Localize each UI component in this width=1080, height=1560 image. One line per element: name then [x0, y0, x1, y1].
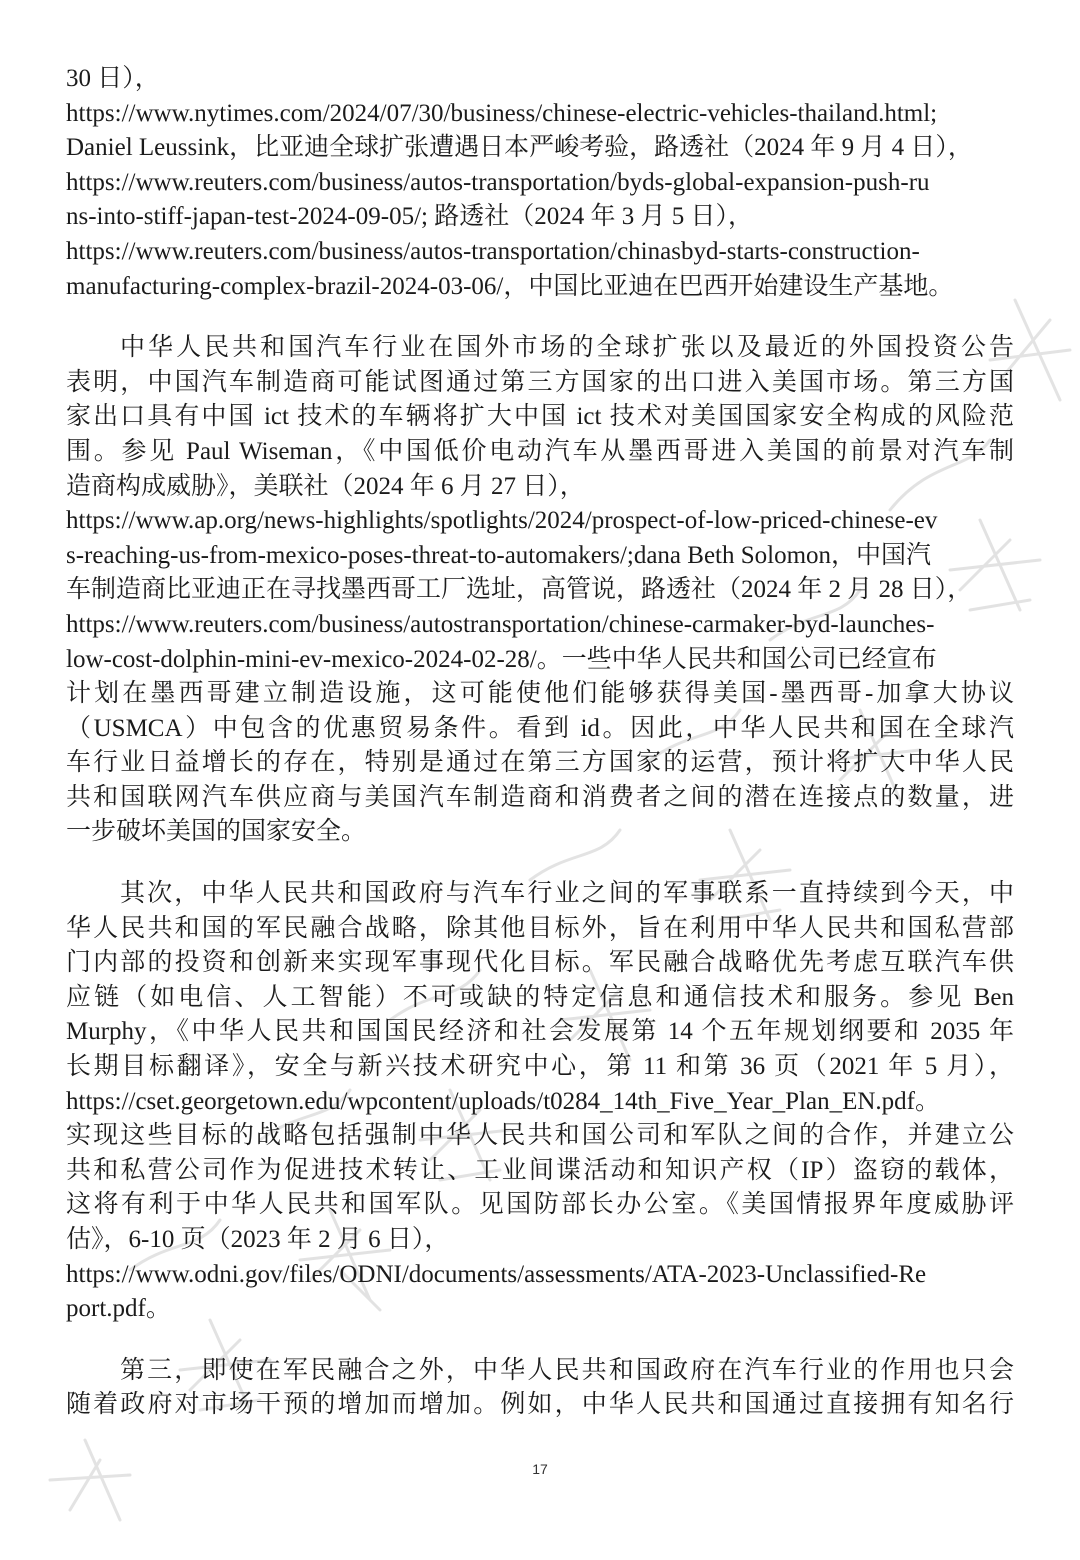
text-line: https://www.odni.gov/files/ODNI/documents/assessments/ATA-2023-Unclassified-Re	[66, 1260, 927, 1288]
document-body	[66, 62, 1014, 1423]
paragraph-gap	[66, 850, 1014, 877]
text-line: 实现这些目标的战略包括强制中华人民共和国公司和军队之间的合作，并建立公	[66, 1122, 1014, 1150]
text-line: 华人民共和国的军民融合战略，除其他目标外，旨在利用中华人民共和国私营部	[66, 914, 1014, 942]
text-line: 应链（如电信、人工智能）不可或缺的特定信息和通信技术和服务。参见 Ben	[66, 983, 1014, 1011]
text-line: 车行业日益增长的存在，特别是通过在第三方国家的运营，预计将扩大中华人民	[66, 749, 1014, 777]
text-line: 围。参见 Paul Wiseman，《中国低价电动汽车从墨西哥进入美国的前景对汽车制	[66, 437, 1014, 465]
text-line: https://www.nytimes.com/2024/07/30/business/chinese-electric-vehicles-thailand.html;	[66, 99, 938, 127]
text-line: 其次，中华人民共和国政府与汽车行业之间的军事联系一直持续到今天，中	[120, 880, 1014, 908]
text-line: Murphy，《中华人民共和国国民经济和社会发展第 14 个五年规划纲要和 2035 年	[66, 1018, 1014, 1046]
text-line: 计划在墨西哥建立制造设施，这可能使他们能够获得美国-墨西哥-加拿大协议	[66, 680, 1014, 708]
text-line: https://www.ap.org/news-highlights/spotlights/2024/prospect-of-low-priced-chinese-ev	[66, 507, 938, 535]
text-line: 共和国联网汽车供应商与美国汽车制造商和消费者之间的潜在连接点的数量，进	[66, 783, 1014, 811]
text-line: 这将有利于中华人民共和国军队。见国防部长办公室。《美国情报界年度威胁评	[66, 1191, 1014, 1219]
text-line: 家出口具有中国 ict 技术的车辆将扩大中国 ict 技术对美国国家安全构成的风险范	[66, 403, 1014, 431]
text-line: 估》，6-10 页（2023 年 2 月 6 日），	[66, 1226, 450, 1253]
text-line: https://www.reuters.com/business/autos-transportation/chinasbyd-starts-construction-	[66, 237, 920, 265]
paragraph-gap	[66, 304, 1014, 331]
text-line: 门内部的投资和创新来实现军事现代化目标。军民融合战略优先考虑互联汽车供	[66, 949, 1014, 977]
text-line: manufacturing-complex-brazil-2024-03-06/，中国比亚迪在巴西开始建设生产基地。	[66, 272, 954, 300]
text-line: 表明，中国汽车制造商可能试图通过第三方国家的出口进入美国市场。第三方国	[66, 368, 1014, 396]
text-line: https://cset.georgetown.edu/wpcontent/uploads/t0284_14th_Five_Year_Plan_EN.pdf。	[66, 1087, 940, 1115]
text-line: low-cost-dolphin-mini-ev-mexico-2024-02-28/。一些中华人民共和国公司已经宣布	[66, 645, 937, 673]
text-line: 中华人民共和国汽车行业在国外市场的全球扩张以及最近的外国投资公告	[120, 334, 1014, 362]
text-line: port.pdf。	[66, 1295, 171, 1323]
text-line: ns-into-stiff-japan-test-2024-09-05/; 路透社（2024 年 3 月 5 日），	[66, 203, 753, 231]
text-line: https://www.reuters.com/business/autos-transportation/byds-global-expansion-push-ru	[66, 168, 930, 196]
text-line: 造商构成威胁》，美联社（2024 年 6 月 27 日），	[66, 472, 585, 500]
text-line: 共和私营公司作为促进技术转让、工业间谍活动和知识产权（IP）盗窃的载体，	[66, 1156, 1014, 1184]
text-line: 随着政府对市场干预的增加而增加。例如，中华人民共和国通过直接拥有知名行	[66, 1391, 1014, 1419]
text-line: 车制造商比亚迪正在寻找墨西哥工厂选址，高管说，路透社（2024 年 2 月 28 日），	[66, 576, 973, 604]
text-line: https://www.reuters.com/business/autostransportation/chinese-carmaker-byd-launches-	[66, 610, 935, 638]
text-line: 30 日），	[66, 65, 160, 92]
text-line: s-reaching-us-from-mexico-poses-threat-to-automakers/;dana Beth Solomon，中国汽	[66, 541, 932, 569]
text-line: （USMCA）中包含的优惠贸易条件。看到 id。因此，中华人民共和国在全球汽	[66, 714, 1014, 742]
page-number: 17	[532, 1461, 548, 1477]
text-line: 第三，即使在军民融合之外，中华人民共和国政府在汽车行业的作用也只会	[120, 1356, 1014, 1384]
text-line: 一步破坏美国的国家安全。	[66, 818, 367, 846]
paragraph-gap	[66, 1327, 1014, 1354]
text-line: Daniel Leussink，比亚迪全球扩张遭遇日本严峻考验，路透社（2024 年 9 月 4 日），	[66, 134, 973, 162]
text-line: 长期目标翻译》，安全与新兴技术研究中心，第 11 和第 36 页（2021 年 5 月），	[66, 1053, 1014, 1081]
